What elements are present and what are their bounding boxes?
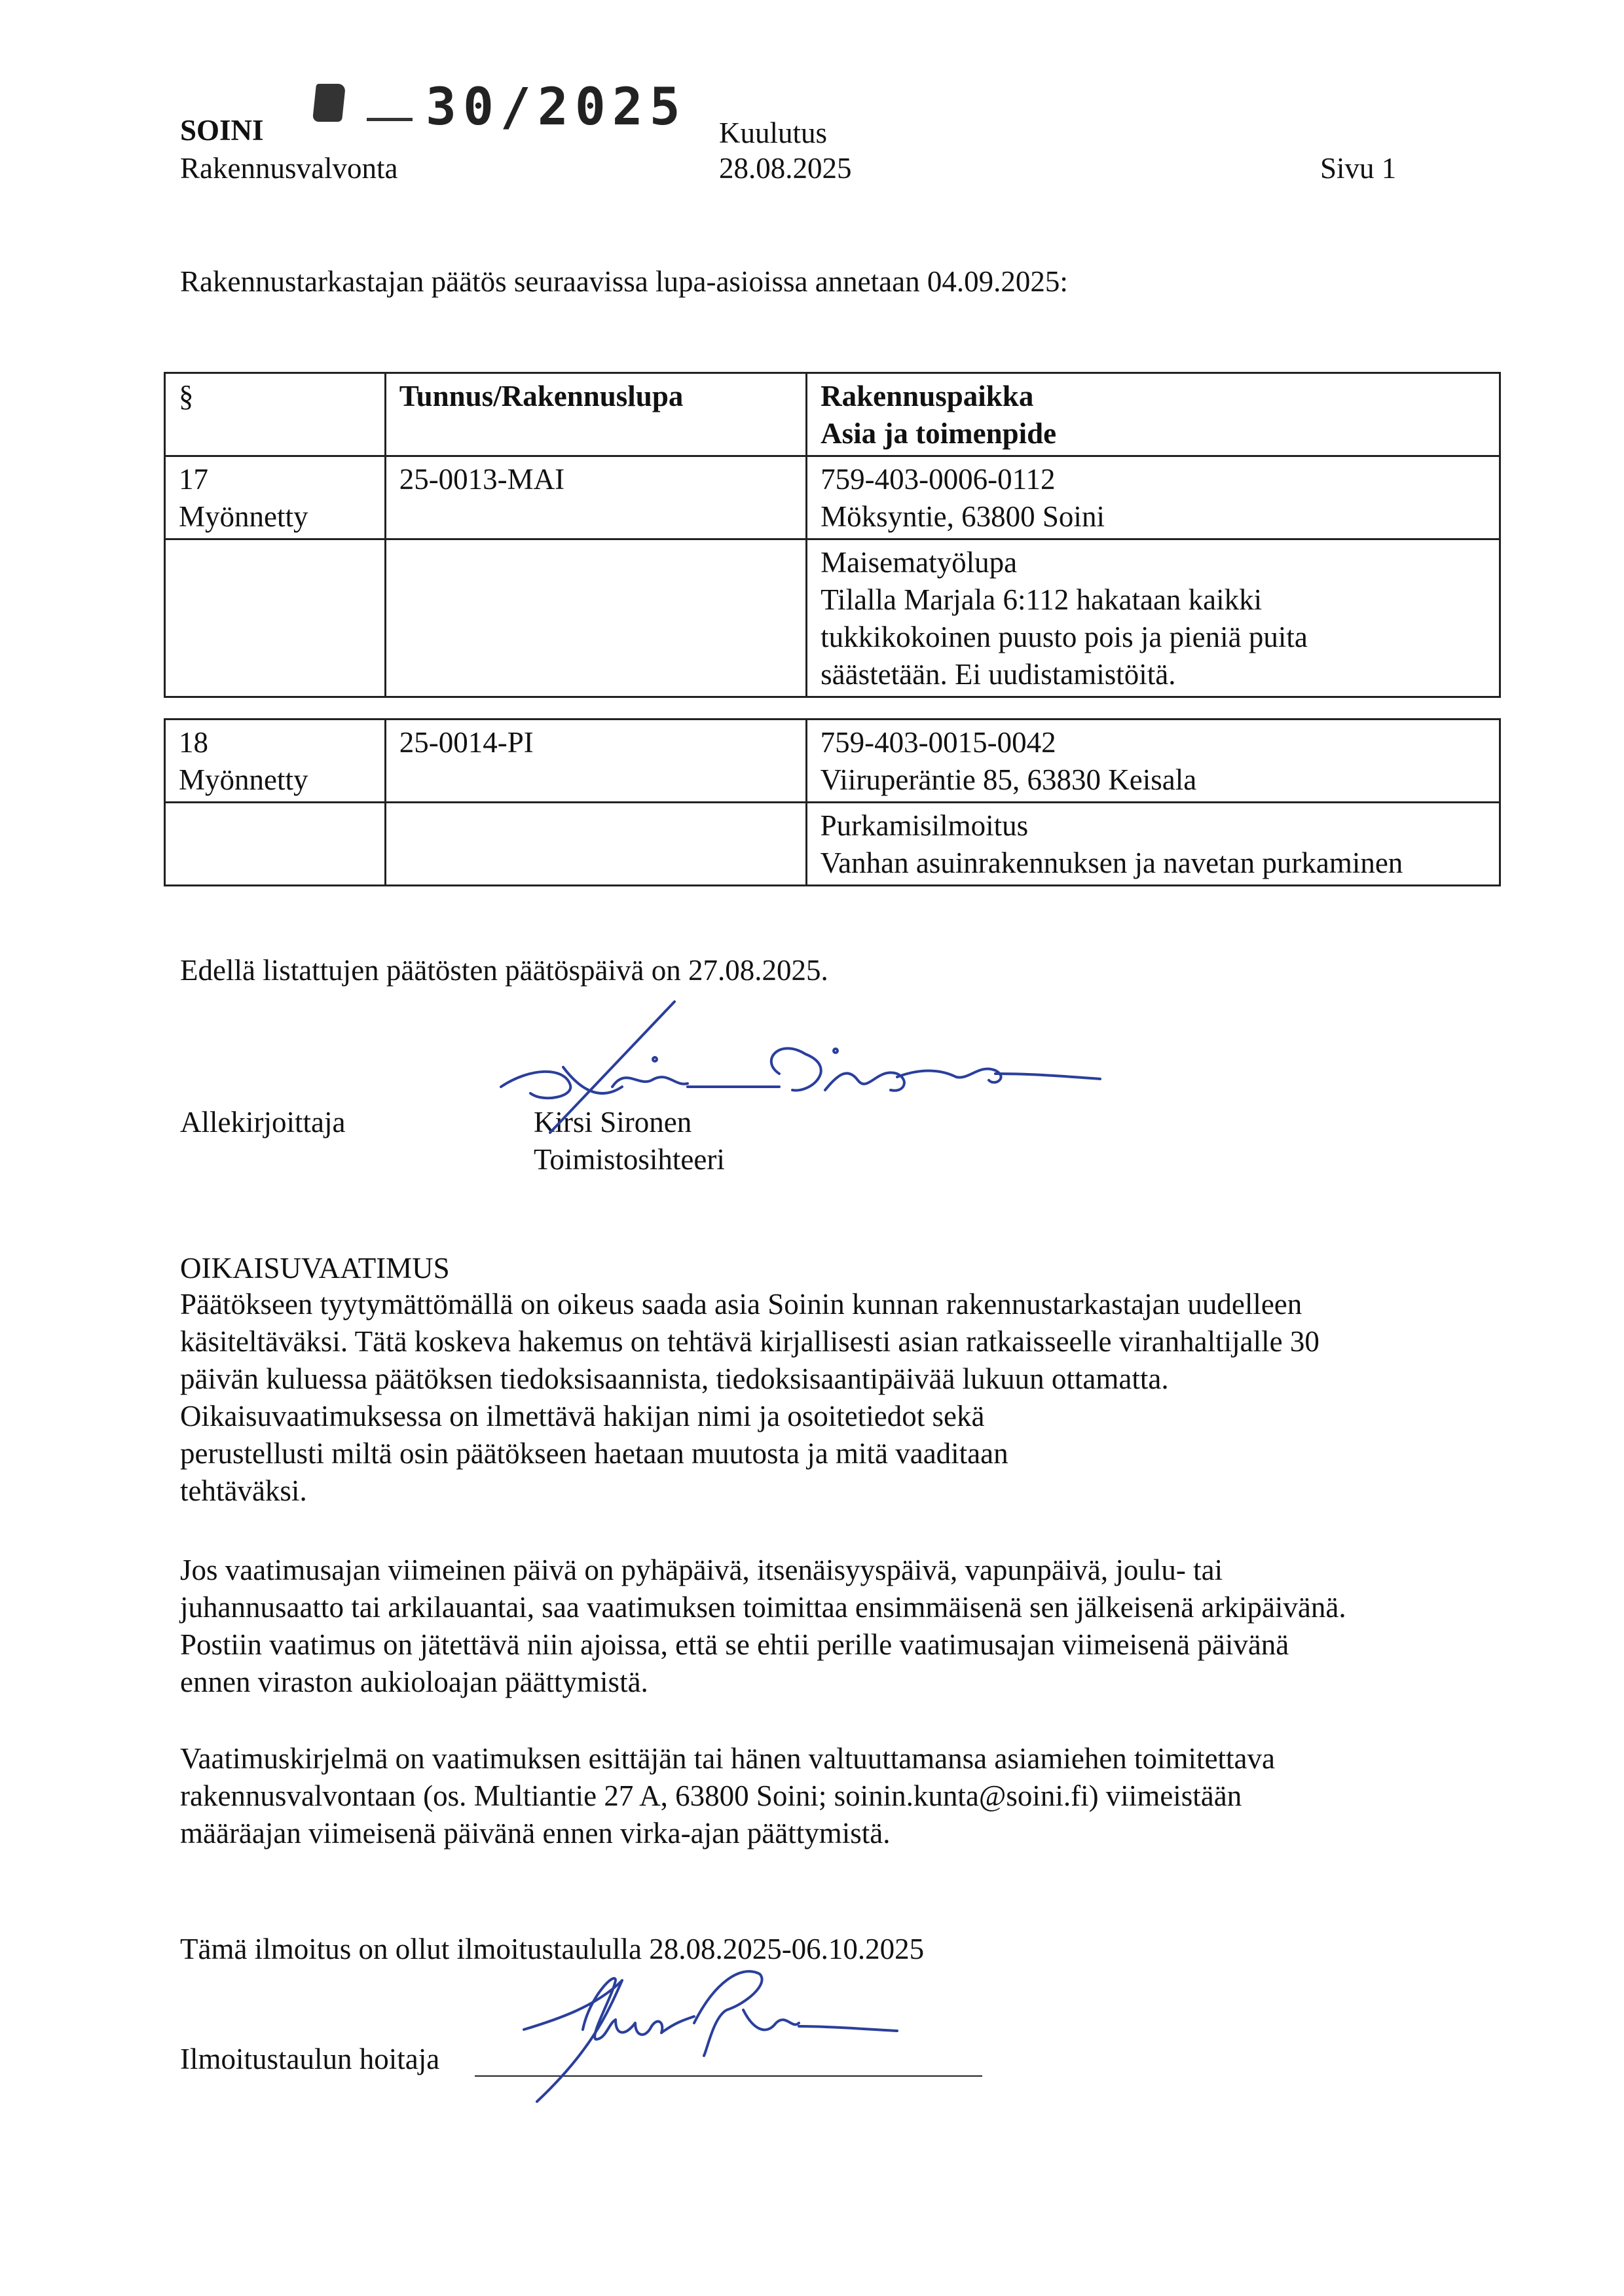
section-number: 17 [179, 463, 208, 496]
table-row [165, 456, 1500, 539]
document-stamp-number: 30/2025 [426, 78, 687, 137]
permit-table-1 [164, 372, 1501, 698]
empty-cell [165, 539, 386, 697]
permit-type: Purkamisilmoitus [820, 809, 1029, 842]
header-place [807, 373, 1500, 456]
section-number: 18 [179, 726, 208, 759]
permit-type: Maisematyölupa [821, 546, 1018, 579]
description-line: tukkikokoinen puusto pois ja pieniä puita [821, 621, 1308, 653]
property-id: 759-403-0006-0112 [821, 463, 1056, 496]
empty-cell [385, 539, 806, 697]
permit-id-cell: 25-0014-PI [385, 720, 806, 803]
place-cell [806, 720, 1500, 803]
handwritten-signature-2 [517, 1958, 910, 2108]
empty-cell [385, 803, 806, 886]
action-cell [807, 539, 1500, 697]
description-line: Vanhan asuinrakennuksen ja navetan purkaminen [820, 847, 1403, 879]
document-type: Kuulutus [719, 117, 828, 149]
paragraph-line: tehtäväksi. [180, 1474, 307, 1507]
description-line: säästetään. Ei uudistamistöitä. [821, 658, 1176, 691]
action-cell [806, 803, 1500, 886]
table-row [165, 539, 1500, 697]
board-keeper-label: Ilmoitustaulun hoitaja [180, 2043, 440, 2075]
header-section: § [165, 373, 386, 456]
page-number: Sivu 1 [1320, 152, 1397, 185]
paragraph-line: Päätökseen tyytymättömällä on oikeus saada asia Soinin kunnan rakennustarkastajan uudelleen [180, 1288, 1302, 1321]
appeal-paragraph-2 [180, 1552, 1346, 1701]
document-date: 28.08.2025 [719, 152, 852, 185]
status-text: Myönnetty [179, 500, 308, 533]
table-row [165, 720, 1500, 803]
notice-period-text: Tämä ilmoitus on ollut ilmoitustaululla 28.08.2025-06.10.2025 [180, 1933, 925, 1965]
header-permit-id: Tunnus/Rakennuslupa [385, 373, 806, 456]
paragraph-line: ennen viraston aukioloajan päättymistä. [180, 1666, 648, 1698]
signer-title: Toimistosihteeri [534, 1143, 725, 1176]
description-line: Tilalla Marjala 6:112 hakataan kaikki [821, 583, 1263, 616]
paragraph-line: juhannusaatto tai arkilauantai, saa vaatimuksen toimittaa ensimmäisenä sen jälkeisenä arkipäivänä. [180, 1591, 1346, 1624]
paragraph-line: käsiteltäväksi. Tätä koskeva hakemus on tehtävä kirjallisesti asian ratkaisseelle viranhaltijalle 30 [180, 1325, 1320, 1358]
department: Rakennusvalvonta [180, 152, 398, 185]
intro-text: Rakennustarkastajan päätös seuraavissa lupa-asioissa annetaan 04.09.2025: [180, 265, 1068, 298]
table-header-row [165, 373, 1500, 456]
org-name: SOINI [180, 114, 264, 147]
signer-name: Kirsi Sironen [534, 1106, 692, 1139]
appeal-paragraph-1 [180, 1286, 1320, 1510]
paragraph-line: Jos vaatimusajan viimeinen päivä on pyhäpäivä, itsenäisyyspäivä, vapunpäivä, joulu- tai [180, 1554, 1223, 1586]
paragraph-line: rakennusvalvontaan (os. Multiantie 27 A, 63800 Soini; soinin.kunta@soini.fi) viimeistään [180, 1779, 1242, 1812]
address: Viiruperäntie 85, 63830 Keisala [820, 763, 1197, 796]
property-id: 759-403-0015-0042 [820, 726, 1056, 759]
paragraph-line: Oikaisuvaatimuksessa on ilmettävä hakijan nimi ja osoitetiedot sekä [180, 1400, 985, 1432]
signer-label: Allekirjoittaja [180, 1106, 346, 1139]
empty-cell [165, 803, 386, 886]
handwritten-signature-1 [471, 989, 1113, 1146]
address: Möksyntie, 63800 Soini [821, 500, 1105, 533]
header-place-line-2: Asia ja toimenpide [821, 417, 1057, 450]
stamp-dash [367, 118, 413, 121]
permit-table-2 [164, 718, 1501, 886]
paragraph-line: Vaatimuskirjelmä on vaatimuksen esittäjän tai hänen valtuuttamansa asiamiehen toimitettava [180, 1742, 1275, 1775]
decision-date-text: Edellä listattujen päätösten päätöspäivä on 27.08.2025. [180, 954, 828, 987]
paragraph-line: Postiin vaatimus on jätettävä niin ajoissa, että se ehtii perille vaatimusajan viimeisenä päivänä [180, 1628, 1289, 1661]
appeal-paragraph-3 [180, 1740, 1275, 1852]
paragraph-line: määräajan viimeisenä päivänä ennen virka-ajan päättymistä. [180, 1817, 891, 1850]
paragraph-line: perustellusti miltä osin päätökseen haetaan muutosta ja mitä vaaditaan [180, 1437, 1008, 1470]
table-row [165, 803, 1500, 886]
stamp-mark [312, 84, 346, 122]
permit-id-cell: 25-0013-MAI [385, 456, 806, 539]
header-place-line-1: Rakennuspaikka [821, 380, 1034, 412]
appeal-heading: OIKAISUVAATIMUS [180, 1252, 450, 1285]
row-section-cell [165, 720, 386, 803]
paragraph-line: päivän kuluessa päätöksen tiedoksisaannista, tiedoksisaantipäivää lukuun ottamatta. [180, 1362, 1169, 1395]
status-text: Myönnetty [179, 763, 308, 796]
row-section-cell [165, 456, 386, 539]
place-cell [807, 456, 1500, 539]
